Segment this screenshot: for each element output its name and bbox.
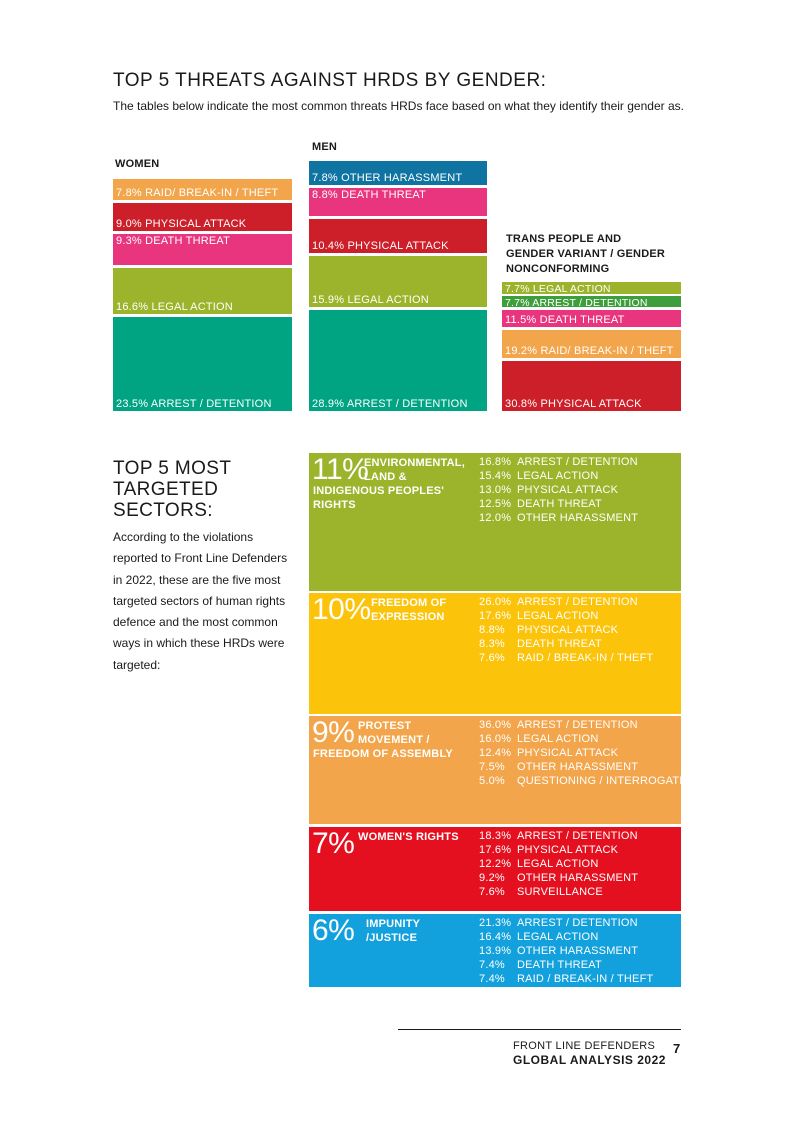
stat-row — [479, 885, 638, 899]
sector-block-womens-rights — [309, 827, 681, 911]
stat-value: 16.8% — [479, 456, 512, 468]
threat-label: 28.9% ARREST / DETENTION — [312, 398, 468, 410]
stat-value: 13.0% — [479, 484, 512, 496]
stat-row — [479, 718, 699, 732]
stat-row — [479, 623, 653, 637]
stat-label: PHYSICAL ATTACK — [517, 484, 619, 496]
sector-name — [371, 596, 446, 624]
stat-row — [479, 469, 638, 483]
stat-label: ARREST / DETENTION — [517, 830, 638, 842]
stat-label: ARREST / DETENTION — [517, 596, 638, 608]
sector-stats — [479, 829, 638, 899]
stat-label: OTHER HARASSMENT — [517, 761, 639, 773]
sector-stats — [479, 595, 653, 665]
sector-stats — [479, 718, 699, 788]
sectors-description: According to the violations reported to Front Line Defenders in 2022, these are the five most targeted sectors of human rights defence and the most common ways in which these HRDs were targeted: — [113, 530, 288, 672]
footer-org: FRONT LINE DEFENDERS — [513, 1040, 656, 1052]
sector-name-line: INDIGENOUS PEOPLES' — [313, 485, 445, 497]
threat-label: 7.7% LEGAL ACTION — [505, 283, 611, 295]
sector-percent: 7% — [312, 827, 355, 860]
sectors-title-line: SECTORS: — [113, 500, 213, 521]
stat-label: DEATH THREAT — [517, 959, 602, 971]
stat-label: OTHER HARASSMENT — [517, 945, 639, 957]
sectors-title — [113, 458, 233, 521]
trans-heading — [506, 232, 665, 277]
stat-label: OTHER HARASSMENT — [517, 872, 639, 884]
men-threat-block — [309, 256, 487, 307]
sector-name-line: WOMEN'S RIGHTS — [358, 831, 459, 843]
threat-label: 30.8% PHYSICAL ATTACK — [505, 398, 642, 410]
stat-value: 7.4% — [479, 973, 505, 985]
sector-name-line: FREEDOM OF — [371, 597, 447, 609]
stat-label: LEGAL ACTION — [517, 858, 599, 870]
trans-heading-line: NONCONFORMING — [506, 263, 610, 275]
threat-label: 23.5% ARREST / DETENTION — [116, 398, 272, 410]
stat-label: SURVEILLANCE — [517, 886, 603, 898]
trans-heading-line: GENDER VARIANT / GENDER — [506, 248, 666, 260]
page-subtitle: The tables below indicate the most common threats HRDs face based on what they identify their gender as. — [113, 99, 684, 113]
trans-heading-line: TRANS PEOPLE AND — [506, 233, 622, 245]
footer-divider — [398, 1029, 681, 1030]
stat-label: LEGAL ACTION — [517, 470, 599, 482]
men-threat-block — [309, 188, 487, 216]
stat-row — [479, 916, 653, 930]
stat-label: RAID / BREAK-IN / THEFT — [517, 652, 654, 664]
stat-value: 12.4% — [479, 747, 512, 759]
sector-name — [358, 830, 459, 844]
stat-value: 9.2% — [479, 872, 505, 884]
stat-label: RAID / BREAK-IN / THEFT — [517, 973, 654, 985]
threat-label: 7.8% RAID/ BREAK-IN / THEFT — [116, 187, 279, 199]
stat-label: OTHER HARASSMENT — [517, 512, 639, 524]
stat-value: 12.5% — [479, 498, 512, 510]
stat-value: 7.4% — [479, 959, 505, 971]
stat-row — [479, 871, 638, 885]
sector-percent: 11% — [312, 453, 369, 486]
stat-value: 26.0% — [479, 596, 512, 608]
stat-label: ARREST / DETENTION — [517, 917, 638, 929]
sector-name-line: /JUSTICE — [366, 932, 418, 944]
sector-name-line: IMPUNITY — [366, 918, 421, 930]
stat-row — [479, 455, 638, 469]
sector-name — [364, 456, 465, 484]
stat-value: 15.4% — [479, 470, 512, 482]
threat-label: 10.4% PHYSICAL ATTACK — [312, 240, 449, 252]
stat-value: 5.0% — [479, 775, 505, 787]
sector-stats — [479, 455, 638, 525]
women-threat-block — [113, 179, 292, 200]
threat-label: 7.8% OTHER HARASSMENT — [312, 172, 463, 184]
stat-label: LEGAL ACTION — [517, 610, 599, 622]
stat-value: 17.6% — [479, 610, 512, 622]
sectors-title-line: TARGETED — [113, 479, 219, 500]
women-heading: WOMEN — [115, 158, 160, 170]
stat-row — [479, 609, 653, 623]
men-heading: MEN — [312, 141, 338, 153]
stat-row — [479, 483, 638, 497]
stat-row — [479, 829, 638, 843]
sector-block-environmental — [309, 453, 681, 591]
trans-threat-block — [502, 330, 681, 358]
sector-name-line: PROTEST — [358, 720, 412, 732]
sector-name-cont — [313, 747, 453, 761]
stat-row — [479, 760, 699, 774]
trans-threat-block — [502, 296, 681, 307]
stat-value: 8.3% — [479, 638, 505, 650]
footer-report: GLOBAL ANALYSIS 2022 — [513, 1053, 666, 1067]
threat-label: 19.2% RAID/ BREAK-IN / THEFT — [505, 345, 674, 357]
stat-label: DEATH THREAT — [517, 638, 602, 650]
threat-label: 9.0% PHYSICAL ATTACK — [116, 218, 247, 230]
sector-stats — [479, 916, 653, 986]
sector-name-cont — [313, 484, 444, 512]
stat-row — [479, 511, 638, 525]
stat-row — [479, 595, 653, 609]
sector-block-protest — [309, 716, 700, 824]
stat-value: 7.6% — [479, 652, 505, 664]
sector-block-impunity — [309, 914, 681, 987]
stat-label: QUESTIONING / INTERROGATION — [517, 775, 700, 787]
stat-label: LEGAL ACTION — [517, 931, 599, 943]
sector-percent: 10% — [312, 593, 371, 626]
threat-label: 9.3% DEATH THREAT — [116, 235, 231, 247]
stat-label: LEGAL ACTION — [517, 733, 599, 745]
stat-value: 17.6% — [479, 844, 512, 856]
stat-row — [479, 651, 653, 665]
sector-name — [358, 719, 430, 747]
stat-value: 7.6% — [479, 886, 505, 898]
stat-row — [479, 944, 653, 958]
page-number: 7 — [673, 1041, 681, 1056]
stat-value: 8.8% — [479, 624, 505, 636]
sectors-title-line: TOP 5 MOST — [113, 458, 232, 479]
sector-name — [366, 917, 420, 945]
stat-value: 36.0% — [479, 719, 512, 731]
trans-threat-block — [502, 310, 681, 327]
stat-row — [479, 857, 638, 871]
stat-row — [479, 958, 653, 972]
stat-row — [479, 972, 653, 986]
women-threat-block — [113, 234, 292, 265]
sector-name-line: MOVEMENT / — [358, 734, 430, 746]
threat-label: 7.7% ARREST / DETENTION — [505, 297, 648, 309]
men-threat-block — [309, 310, 487, 411]
page-title: TOP 5 THREATS AGAINST HRDS BY GENDER: — [113, 70, 547, 91]
sector-percent: 9% — [312, 716, 355, 749]
stat-label: ARREST / DETENTION — [517, 719, 638, 731]
stat-label: PHYSICAL ATTACK — [517, 624, 619, 636]
sector-block-expression — [309, 593, 681, 714]
stat-label: DEATH THREAT — [517, 498, 602, 510]
women-threat-block — [113, 203, 292, 231]
threat-label: 8.8% DEATH THREAT — [312, 189, 427, 201]
trans-threat-block — [502, 361, 681, 411]
stat-row — [479, 746, 699, 760]
stat-row — [479, 732, 699, 746]
stat-value: 16.0% — [479, 733, 512, 745]
women-threat-block — [113, 268, 292, 314]
stat-value: 16.4% — [479, 931, 512, 943]
stat-row — [479, 774, 699, 788]
sector-name-line: ENVIRONMENTAL, — [364, 457, 465, 469]
stat-row — [479, 637, 653, 651]
sector-name-line: FREEDOM OF ASSEMBLY — [313, 748, 453, 760]
sector-percent: 6% — [312, 914, 355, 947]
stat-label: PHYSICAL ATTACK — [517, 844, 619, 856]
stat-row — [479, 497, 638, 511]
stat-value: 12.2% — [479, 858, 512, 870]
stat-value: 21.3% — [479, 917, 512, 929]
women-threat-block — [113, 317, 292, 411]
stat-value: 12.0% — [479, 512, 512, 524]
threat-label: 15.9% LEGAL ACTION — [312, 294, 429, 306]
men-threat-block — [309, 219, 487, 253]
stat-value: 13.9% — [479, 945, 512, 957]
stat-label: ARREST / DETENTION — [517, 456, 638, 468]
trans-threat-block — [502, 282, 681, 294]
stat-label: PHYSICAL ATTACK — [517, 747, 619, 759]
threat-label: 11.5% DEATH THREAT — [505, 314, 625, 326]
threat-label: 16.6% LEGAL ACTION — [116, 301, 233, 313]
stat-value: 18.3% — [479, 830, 512, 842]
sector-name-line: LAND & — [364, 471, 407, 483]
sector-name-line: RIGHTS — [313, 499, 356, 511]
men-threat-block — [309, 161, 487, 185]
stat-row — [479, 843, 638, 857]
sector-name-line: EXPRESSION — [371, 611, 445, 623]
stat-value: 7.5% — [479, 761, 505, 773]
stat-row — [479, 930, 653, 944]
